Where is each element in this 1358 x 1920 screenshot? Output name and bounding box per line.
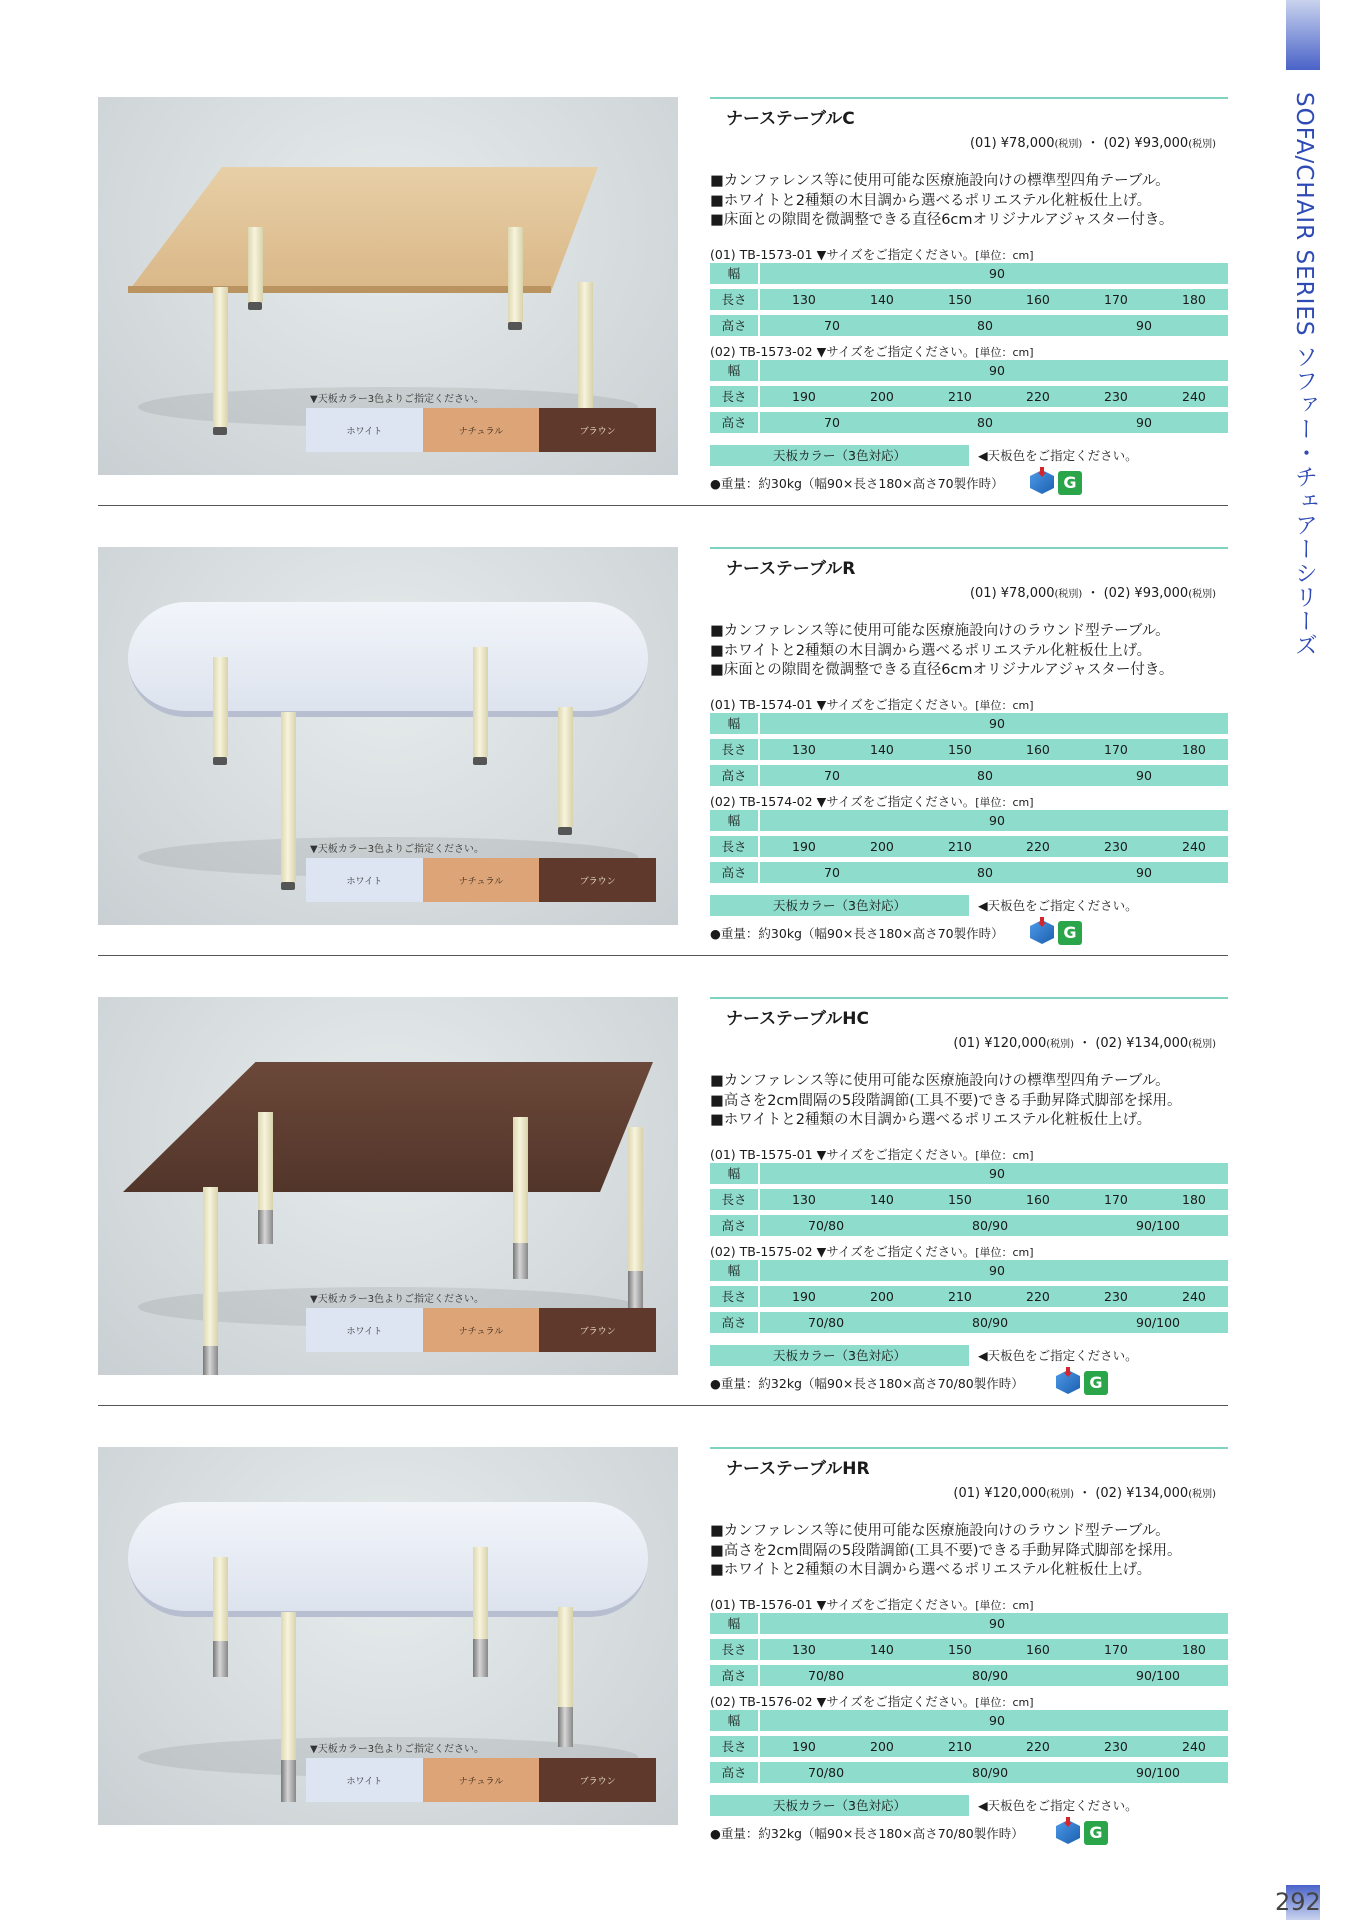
table-top (123, 1062, 653, 1192)
swatch-natural: ナチュラル (423, 858, 540, 902)
height-value: 90/100 (1136, 1668, 1180, 1683)
width-row (710, 810, 1228, 831)
model-code: (02) TB-1574-02 (710, 794, 813, 809)
size-note: ▼サイズをご指定ください。 (816, 247, 976, 262)
table-foot (248, 302, 262, 310)
model-size-header (710, 1145, 1034, 1163)
length-value: 130 (792, 1642, 816, 1657)
table-leg-adjuster (628, 1271, 643, 1309)
model-size-header (710, 1595, 1034, 1613)
swatch-natural: ナチュラル (423, 1758, 540, 1802)
swatch-natural: ナチュラル (423, 1308, 540, 1352)
title-rule (710, 997, 1228, 999)
height-value: 90/100 (1136, 1218, 1180, 1233)
table-leg (213, 1557, 228, 1641)
height-value: 90 (1136, 318, 1152, 333)
size-note: ▼サイズをご指定ください。 (816, 697, 976, 712)
height-value: 80 (977, 865, 993, 880)
swatch-brown: ブラウン (539, 408, 656, 452)
product-photo (98, 547, 678, 925)
height-value: 70/80 (808, 1315, 845, 1330)
description-line: ■カンファレンス等に使用可能な医療施設向けのラウンド型テーブル。 (710, 623, 1170, 639)
product-name: ナーステーブルHR (726, 1459, 870, 1479)
swatch-white: ホワイト (306, 1308, 423, 1352)
model-size-header (710, 342, 1034, 360)
length-value: 210 (948, 1289, 972, 1304)
tax-label: (税別) (1046, 1039, 1075, 1050)
table-leg-adjuster (558, 1707, 573, 1747)
unit-note: [単位：cm] (975, 1149, 1034, 1162)
model-code: (01) TB-1575-01 (710, 1147, 813, 1162)
length-value: 190 (792, 389, 816, 404)
size-note: ▼サイズをご指定ください。 (816, 344, 976, 359)
height-value: 70 (824, 415, 840, 430)
table-foot (281, 882, 295, 890)
description-line: ■カンファレンス等に使用可能な医療施設向けの標準型四角テーブル。 (710, 173, 1170, 189)
length-value: 220 (1026, 389, 1050, 404)
length-value: 140 (870, 1642, 894, 1657)
tax-label: (税別) (1188, 1489, 1216, 1500)
product-section (98, 997, 1228, 1417)
price-02: (02) ¥134,000 (1095, 1036, 1189, 1051)
length-value: 180 (1182, 1192, 1206, 1207)
height-row (710, 412, 1228, 433)
height-value: 90/100 (1136, 1315, 1180, 1330)
length-label: 長さ (710, 1736, 760, 1757)
description-line: ■カンファレンス等に使用可能な医療施設向けの標準型四角テーブル。 (710, 1073, 1170, 1089)
product-description (710, 1522, 1182, 1581)
table-leg-adjuster (203, 1346, 218, 1375)
height-row (710, 315, 1228, 336)
table-leg (213, 287, 228, 427)
price-01: (01) ¥78,000 (969, 136, 1055, 151)
color-bar: 天板カラー（3色対応） (710, 1345, 969, 1366)
side-accent-bar-top (1286, 0, 1320, 70)
tax-label: (税別) (1046, 1489, 1075, 1500)
price-02: (02) ¥134,000 (1095, 1486, 1189, 1501)
length-value: 240 (1182, 1739, 1206, 1754)
length-value: 230 (1104, 1739, 1128, 1754)
length-row (710, 836, 1228, 857)
product-photo (98, 997, 678, 1375)
height-value: 70/80 (808, 1668, 845, 1683)
length-value: 200 (870, 389, 894, 404)
height-value: 80 (977, 318, 993, 333)
product-section (98, 1447, 1228, 1867)
price-01: (01) ¥120,000 (953, 1486, 1047, 1501)
size-note: ▼サイズをご指定ください。 (816, 1694, 976, 1709)
table-leg (473, 1547, 488, 1639)
height-label: 高さ (710, 862, 760, 883)
length-label: 長さ (710, 1189, 760, 1210)
title-rule (710, 97, 1228, 99)
model-size-header (710, 1692, 1034, 1710)
height-value: 70/80 (808, 1765, 845, 1780)
eco-mark-icon: G (1058, 471, 1082, 495)
tax-label: (税別) (1188, 589, 1216, 600)
width-row (710, 360, 1228, 381)
color-note: ◀天板色をご指定ください。 (978, 1348, 1138, 1363)
length-label: 長さ (710, 1286, 760, 1307)
width-label: 幅 (710, 1613, 760, 1634)
height-label: 高さ (710, 1665, 760, 1686)
length-row (710, 1639, 1228, 1660)
page-number: 292 (1275, 1888, 1321, 1916)
length-label: 長さ (710, 386, 760, 407)
swatch-natural: ナチュラル (423, 408, 540, 452)
unit-note: [単位：cm] (975, 346, 1034, 359)
swatch-white: ホワイト (306, 1758, 423, 1802)
length-label: 長さ (710, 836, 760, 857)
width-row (710, 713, 1228, 734)
width-row (710, 1163, 1228, 1184)
width-value: 90 (989, 363, 1005, 378)
model-code: (02) TB-1573-02 (710, 344, 813, 359)
height-value: 80 (977, 415, 993, 430)
product-price: (01) ¥78,000(税別) ・ (02) ¥93,000(税別) (969, 586, 1216, 601)
height-value: 70 (824, 318, 840, 333)
width-value: 90 (989, 1263, 1005, 1278)
length-value: 200 (870, 1739, 894, 1754)
model-size-header (710, 695, 1034, 713)
height-label: 高さ (710, 315, 760, 336)
table-leg-adjuster (513, 1243, 528, 1279)
height-label: 高さ (710, 412, 760, 433)
product-price: (01) ¥120,000(税別) ・ (02) ¥134,000(税別) (953, 1486, 1216, 1501)
product-section (98, 547, 1228, 967)
swatch-brown: ブラウン (539, 858, 656, 902)
length-value: 240 (1182, 1289, 1206, 1304)
description-line: ■ホワイトと2種類の木目調から選べるポリエステル化粧板仕上げ。 (710, 1562, 1152, 1578)
table-leg (508, 227, 523, 322)
length-label: 長さ (710, 289, 760, 310)
length-value: 210 (948, 1739, 972, 1754)
table-leg (248, 227, 263, 302)
width-label: 幅 (710, 1260, 760, 1281)
length-value: 160 (1026, 1642, 1050, 1657)
length-value: 220 (1026, 839, 1050, 854)
width-value: 90 (989, 1166, 1005, 1181)
length-value: 170 (1104, 742, 1128, 757)
color-swatches (306, 408, 656, 452)
length-value: 130 (792, 1192, 816, 1207)
length-value: 180 (1182, 742, 1206, 757)
model-code: (02) TB-1575-02 (710, 1244, 813, 1259)
price-01: (01) ¥120,000 (953, 1036, 1047, 1051)
length-value: 160 (1026, 742, 1050, 757)
height-row (710, 1665, 1228, 1686)
height-row (710, 1215, 1228, 1236)
tax-label: (税別) (1188, 1039, 1216, 1050)
width-label: 幅 (710, 1710, 760, 1731)
length-value: 150 (948, 1192, 972, 1207)
width-row (710, 1613, 1228, 1634)
height-label: 高さ (710, 765, 760, 786)
title-rule (710, 547, 1228, 549)
section-divider (98, 1405, 1228, 1406)
color-swatches (306, 1758, 656, 1802)
length-value: 150 (948, 292, 972, 307)
length-value: 230 (1104, 389, 1128, 404)
description-line: ■ホワイトと2種類の木目調から選べるポリエステル化粧板仕上げ。 (710, 1112, 1152, 1128)
product-photo (98, 1447, 678, 1825)
color-swatches (306, 1308, 656, 1352)
product-photo (98, 97, 678, 475)
height-label: 高さ (710, 1762, 760, 1783)
height-value: 90 (1136, 768, 1152, 783)
unit-note: [単位：cm] (975, 1599, 1034, 1612)
length-value: 140 (870, 1192, 894, 1207)
model-code: (02) TB-1576-02 (710, 1694, 813, 1709)
price-02: (02) ¥93,000 (1103, 586, 1189, 601)
model-size-header (710, 245, 1034, 263)
table-leg (213, 657, 228, 757)
height-value: 90 (1136, 865, 1152, 880)
weight-info: ●重量：約30kg（幅90×長さ180×高さ70製作時） (710, 476, 1004, 491)
product-name: ナーステーブルC (726, 109, 855, 129)
table-leg (281, 712, 296, 882)
size-note: ▼サイズをご指定ください。 (816, 1244, 976, 1259)
table-leg (628, 1127, 643, 1271)
length-row (710, 739, 1228, 760)
table-foot (558, 827, 572, 835)
height-value: 70/80 (808, 1218, 845, 1233)
description-line: ■ホワイトと2種類の木目調から選べるポリエステル化粧板仕上げ。 (710, 192, 1152, 209)
width-row (710, 1260, 1228, 1281)
model-code: (01) TB-1573-01 (710, 247, 813, 262)
length-value: 220 (1026, 1289, 1050, 1304)
swatch-white: ホワイト (306, 408, 423, 452)
length-value: 150 (948, 1642, 972, 1657)
width-label: 幅 (710, 713, 760, 734)
table-leg (473, 647, 488, 757)
length-value: 160 (1026, 1192, 1050, 1207)
swatch-note: ▼天板カラー3色よりご指定ください。 (310, 394, 485, 405)
product-description (710, 172, 1173, 231)
price-01: (01) ¥78,000 (969, 586, 1055, 601)
width-label: 幅 (710, 360, 760, 381)
height-value: 70 (824, 865, 840, 880)
model-size-header (710, 792, 1034, 810)
table-leg-adjuster (213, 1641, 228, 1677)
length-row (710, 1189, 1228, 1210)
product-name: ナーステーブルR (726, 559, 856, 579)
height-value: 80 (977, 768, 993, 783)
table-leg (281, 1612, 296, 1760)
table-top (128, 602, 648, 717)
model-code: (01) TB-1574-01 (710, 697, 813, 712)
height-value: 80/90 (972, 1765, 1009, 1780)
length-value: 210 (948, 839, 972, 854)
width-label: 幅 (710, 810, 760, 831)
eco-mark-icon: G (1058, 921, 1082, 945)
weight-info: ●重量：約30kg（幅90×長さ180×高さ70製作時） (710, 926, 1004, 941)
product-price: (01) ¥78,000(税別) ・ (02) ¥93,000(税別) (969, 136, 1216, 151)
width-value: 90 (989, 716, 1005, 731)
description-line: ■ホワイトと2種類の木目調から選べるポリエステル化粧板仕上げ。 (710, 642, 1152, 659)
height-label: 高さ (710, 1215, 760, 1236)
width-row (710, 1710, 1228, 1731)
table-leg-adjuster (281, 1760, 296, 1802)
table-leg (258, 1112, 273, 1210)
unit-note: [単位：cm] (975, 699, 1034, 712)
width-value: 90 (989, 813, 1005, 828)
model-code: (01) TB-1576-01 (710, 1597, 813, 1612)
swatch-brown: ブラウン (539, 1308, 656, 1352)
table-foot (508, 322, 522, 330)
length-value: 170 (1104, 1192, 1128, 1207)
table-foot (213, 427, 227, 435)
length-value: 190 (792, 1739, 816, 1754)
height-row (710, 862, 1228, 883)
length-value: 190 (792, 839, 816, 854)
height-value: 90 (1136, 415, 1152, 430)
length-value: 160 (1026, 292, 1050, 307)
width-value: 90 (989, 266, 1005, 281)
length-value: 200 (870, 1289, 894, 1304)
section-divider (98, 955, 1228, 956)
product-price: (01) ¥120,000(税別) ・ (02) ¥134,000(税別) (953, 1036, 1216, 1051)
description-line: ■床面との隙間を微調整できる直径6cmオリジナルアジャスター付き。 (710, 662, 1174, 678)
unit-note: [単位：cm] (975, 796, 1034, 809)
table-leg-adjuster (258, 1210, 273, 1244)
series-title: SOFA/CHAIR SERIES ソファー・チェアーシリーズ (1291, 92, 1317, 657)
table-leg (558, 1607, 573, 1707)
table-leg (203, 1187, 218, 1346)
length-row (710, 386, 1228, 407)
length-value: 200 (870, 839, 894, 854)
color-note: ◀天板色をご指定ください。 (978, 898, 1138, 913)
length-value: 180 (1182, 292, 1206, 307)
length-row (710, 1736, 1228, 1757)
table-top (128, 167, 598, 292)
length-value: 140 (870, 292, 894, 307)
price-02: (02) ¥93,000 (1103, 136, 1189, 151)
color-bar: 天板カラー（3色対応） (710, 445, 969, 466)
table-edge (128, 286, 551, 293)
length-value: 210 (948, 389, 972, 404)
color-bar: 天板カラー（3色対応） (710, 1795, 969, 1816)
swatch-note: ▼天板カラー3色よりご指定ください。 (310, 1744, 485, 1755)
weight-info: ●重量：約32kg（幅90×長さ180×高さ70/80製作時） (710, 1376, 1024, 1391)
length-value: 170 (1104, 292, 1128, 307)
length-value: 130 (792, 292, 816, 307)
swatch-brown: ブラウン (539, 1758, 656, 1802)
table-foot (213, 757, 227, 765)
weight-info: ●重量：約32kg（幅90×長さ180×高さ70/80製作時） (710, 1826, 1024, 1841)
height-value: 80/90 (972, 1668, 1009, 1683)
length-value: 140 (870, 742, 894, 757)
product-name: ナーステーブルHC (726, 1009, 869, 1029)
length-row (710, 1286, 1228, 1307)
unit-note: [単位：cm] (975, 1246, 1034, 1259)
length-value: 190 (792, 1289, 816, 1304)
color-swatches (306, 858, 656, 902)
description-line: ■カンファレンス等に使用可能な医療施設向けのラウンド型テーブル。 (710, 1523, 1170, 1539)
length-value: 230 (1104, 839, 1128, 854)
product-description (710, 1072, 1182, 1131)
table-leg (513, 1117, 528, 1243)
table-top (128, 1502, 648, 1617)
description-line: ■高さを2cm間隔の5段階調節(工具不要)できる手動昇降式脚部を採用。 (710, 1092, 1182, 1109)
size-note: ▼サイズをご指定ください。 (816, 1597, 976, 1612)
color-note: ◀天板色をご指定ください。 (978, 448, 1138, 463)
color-note: ◀天板色をご指定ください。 (978, 1798, 1138, 1813)
height-row (710, 1312, 1228, 1333)
length-value: 220 (1026, 1739, 1050, 1754)
size-note: ▼サイズをご指定ください。 (816, 1147, 976, 1162)
description-line: ■高さを2cm間隔の5段階調節(工具不要)できる手動昇降式脚部を採用。 (710, 1542, 1182, 1559)
length-label: 長さ (710, 1639, 760, 1660)
table-leg (578, 282, 593, 417)
description-line: ■床面との隙間を微調整できる直径6cmオリジナルアジャスター付き。 (710, 212, 1174, 228)
table-foot (473, 757, 487, 765)
section-divider (98, 505, 1228, 506)
height-value: 70 (824, 768, 840, 783)
eco-mark-icon: G (1084, 1371, 1108, 1395)
height-value: 80/90 (972, 1218, 1009, 1233)
table-leg (558, 707, 573, 827)
height-row (710, 1762, 1228, 1783)
tax-label: (税別) (1188, 139, 1216, 150)
swatch-note: ▼天板カラー3色よりご指定ください。 (310, 1294, 485, 1305)
length-value: 180 (1182, 1642, 1206, 1657)
unit-note: [単位：cm] (975, 1696, 1034, 1709)
height-row (710, 765, 1228, 786)
unit-note: [単位：cm] (975, 249, 1034, 262)
length-value: 240 (1182, 839, 1206, 854)
length-row (710, 289, 1228, 310)
tax-label: (税別) (1054, 139, 1083, 150)
width-value: 90 (989, 1616, 1005, 1631)
width-row (710, 263, 1228, 284)
eco-mark-icon: G (1084, 1821, 1108, 1845)
width-label: 幅 (710, 1163, 760, 1184)
size-note: ▼サイズをご指定ください。 (816, 794, 976, 809)
swatch-note: ▼天板カラー3色よりご指定ください。 (310, 844, 485, 855)
length-value: 170 (1104, 1642, 1128, 1657)
width-label: 幅 (710, 263, 760, 284)
model-size-header (710, 1242, 1034, 1260)
width-value: 90 (989, 1713, 1005, 1728)
table-leg-adjuster (473, 1639, 488, 1677)
product-section (98, 97, 1228, 517)
height-value: 80/90 (972, 1315, 1009, 1330)
length-value: 240 (1182, 389, 1206, 404)
height-label: 高さ (710, 1312, 760, 1333)
color-bar: 天板カラー（3色対応） (710, 895, 969, 916)
title-rule (710, 1447, 1228, 1449)
swatch-white: ホワイト (306, 858, 423, 902)
product-description (710, 622, 1173, 681)
tax-label: (税別) (1054, 589, 1083, 600)
length-value: 150 (948, 742, 972, 757)
length-value: 130 (792, 742, 816, 757)
height-value: 90/100 (1136, 1765, 1180, 1780)
length-label: 長さ (710, 739, 760, 760)
length-value: 230 (1104, 1289, 1128, 1304)
